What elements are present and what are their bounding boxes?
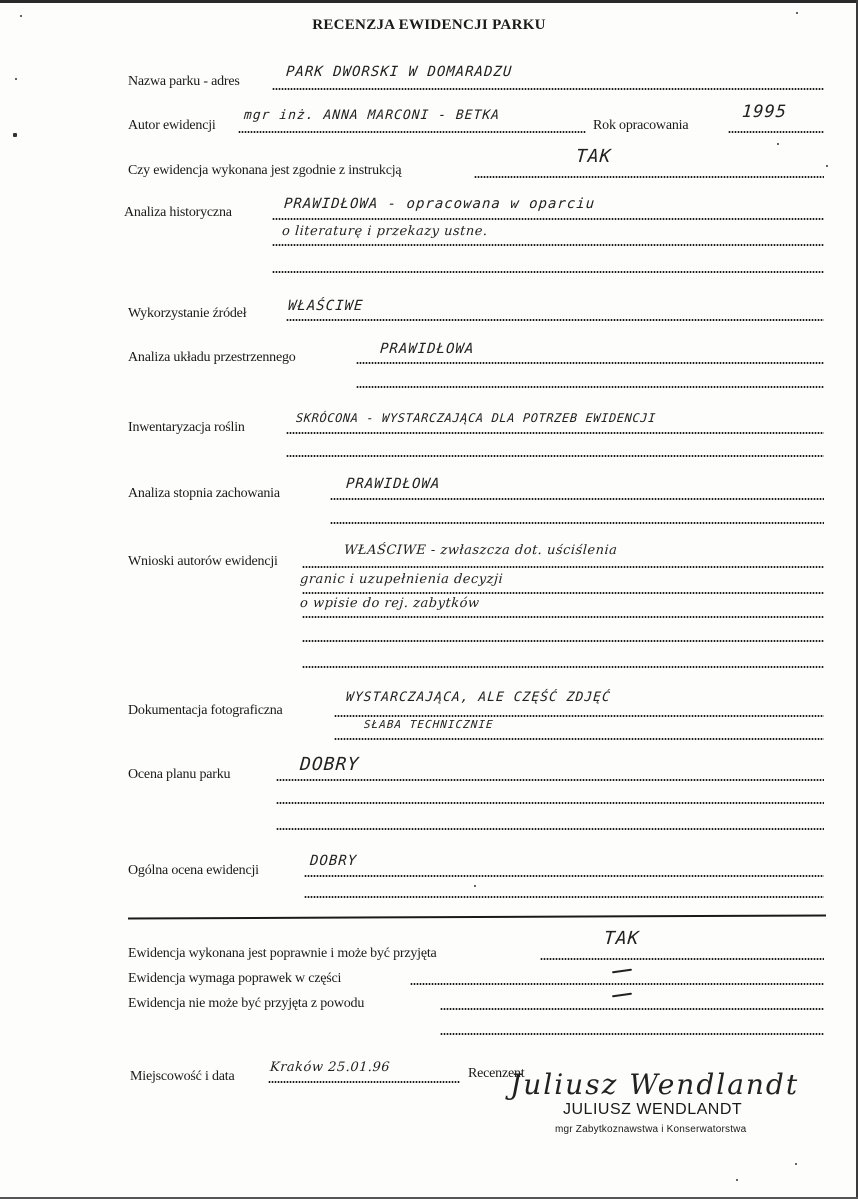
place-date-value: Kraków 25.01.96 bbox=[269, 1060, 391, 1075]
verdict-value-rejected bbox=[612, 993, 632, 998]
fill-line bbox=[272, 244, 824, 246]
fill-line bbox=[238, 131, 586, 133]
field-value-photo-2: SŁABA TECHNICZNIE bbox=[363, 718, 495, 731]
field-value-plants: SKRÓCONA - WYSTARCZAJĄCA DLA POTRZEB EWIDENCJI bbox=[295, 411, 657, 425]
field-value-plan: DOBRY bbox=[299, 754, 360, 775]
scan-speck bbox=[796, 12, 798, 14]
fill-line bbox=[356, 362, 824, 364]
field-value-conclusions-1: WŁAŚCIWE - zwłaszcza dot. uściślenia bbox=[343, 543, 618, 558]
field-value-conclusions-2: granic i uzupełnienia decyzji bbox=[299, 572, 504, 587]
fill-line bbox=[302, 616, 824, 618]
field-label-plants: Inwentaryzacja roślin bbox=[128, 420, 245, 435]
field-value-sources: WŁAŚCIWE bbox=[287, 298, 364, 314]
field-value-historical-2: o literaturę i przekazy ustne. bbox=[281, 224, 489, 239]
fill-line bbox=[356, 386, 824, 388]
fill-line bbox=[440, 1033, 824, 1035]
field-value-photo-1: WYSTARCZAJĄCA, ALE CZĘŚĆ ZDJĘĆ bbox=[345, 690, 612, 705]
fill-line bbox=[302, 566, 824, 568]
fill-line bbox=[276, 828, 824, 830]
verdict-value-needs-corrections bbox=[612, 969, 632, 974]
fill-line bbox=[304, 896, 824, 898]
field-label-year: Rok opracowania bbox=[593, 118, 689, 133]
field-value-park-name: PARK DWORSKI W DOMARADZU bbox=[285, 64, 513, 80]
fill-line bbox=[286, 455, 824, 457]
fill-line bbox=[268, 1081, 460, 1083]
field-label-author: Autor ewidencji bbox=[128, 118, 216, 133]
stamp-name: JULIUSZ WENDLANDT bbox=[563, 1101, 743, 1118]
field-label-preservation: Analiza stopnia zachowania bbox=[128, 486, 280, 501]
document-title: RECENZJA EWIDENCJI PARKU bbox=[312, 17, 546, 33]
field-label-spatial: Analiza układu przestrzennego bbox=[128, 350, 296, 365]
verdict-label-rejected: Ewidencja nie może być przyjęta z powodu bbox=[128, 996, 365, 1011]
fill-line bbox=[330, 522, 824, 524]
field-label-park-name: Nazwa parku - adres bbox=[128, 74, 240, 89]
scan-speck bbox=[13, 133, 17, 137]
scan-speck bbox=[20, 15, 22, 17]
scan-speck bbox=[777, 143, 779, 145]
fill-line bbox=[276, 779, 824, 781]
scan-speck bbox=[736, 1179, 738, 1181]
field-label-historical: Analiza historyczna bbox=[124, 205, 232, 220]
fill-line bbox=[334, 715, 824, 717]
scan-border-top bbox=[0, 0, 858, 3]
scan-speck bbox=[826, 165, 828, 167]
fill-line bbox=[272, 218, 824, 220]
field-value-conclusions-3: o wpisie do rej. zabytków bbox=[299, 596, 481, 611]
fill-line bbox=[440, 1008, 824, 1010]
fill-line bbox=[474, 176, 824, 178]
field-value-spatial: PRAWIDŁOWA bbox=[379, 341, 475, 357]
field-value-year: 1995 bbox=[741, 102, 788, 122]
field-value-historical-1: PRAWIDŁOWA - opracowana w oparciu bbox=[283, 196, 596, 212]
fill-line bbox=[302, 666, 824, 668]
fill-line bbox=[540, 958, 824, 960]
field-label-photo: Dokumentacja fotograficzna bbox=[128, 703, 283, 718]
fill-line bbox=[302, 640, 824, 642]
scan-speck bbox=[15, 78, 17, 80]
fill-line bbox=[728, 131, 824, 133]
fill-line bbox=[302, 592, 824, 594]
field-label-conclusions: Wnioski autorów ewidencji bbox=[128, 554, 278, 569]
field-label-compliance: Czy ewidencja wykonana jest zgodnie z instrukcją bbox=[128, 163, 402, 178]
scan-speck bbox=[795, 1163, 797, 1165]
fill-line bbox=[330, 498, 824, 500]
scan-speck bbox=[474, 885, 476, 887]
field-label-plan: Ocena planu parku bbox=[128, 767, 231, 782]
place-date-label: Miejscowość i data bbox=[130, 1069, 235, 1084]
section-divider bbox=[128, 914, 826, 919]
fill-line bbox=[286, 432, 824, 434]
stamp-title: mgr Zabytkoznawstwa i Konserwatorstwa bbox=[555, 1124, 747, 1135]
fill-line bbox=[276, 802, 824, 804]
verdict-label-accepted: Ewidencja wykonana jest poprawnie i może być przyjęta bbox=[128, 946, 437, 961]
fill-line bbox=[410, 983, 824, 985]
fill-line bbox=[304, 875, 824, 877]
verdict-label-needs-corrections: Ewidencja wymaga poprawek w części bbox=[128, 971, 342, 986]
field-value-preservation: PRAWIDŁOWA bbox=[345, 476, 441, 492]
field-value-overall: DOBRY bbox=[309, 853, 358, 869]
fill-line bbox=[272, 271, 824, 273]
verdict-value-accepted: TAK bbox=[603, 928, 641, 949]
field-label-overall: Ogólna ocena ewidencji bbox=[128, 863, 259, 878]
fill-line bbox=[272, 88, 824, 90]
field-value-compliance: TAK bbox=[575, 146, 613, 167]
fill-line bbox=[286, 319, 824, 321]
field-label-sources: Wykorzystanie źródeł bbox=[128, 306, 247, 321]
reviewer-signature: Juliusz Wendlandt bbox=[510, 1068, 800, 1101]
fill-line bbox=[334, 738, 824, 740]
field-value-author: mgr inż. ANNA MARCONI - BETKA bbox=[243, 108, 501, 123]
reviewer-label: Recenzent bbox=[468, 1066, 525, 1081]
